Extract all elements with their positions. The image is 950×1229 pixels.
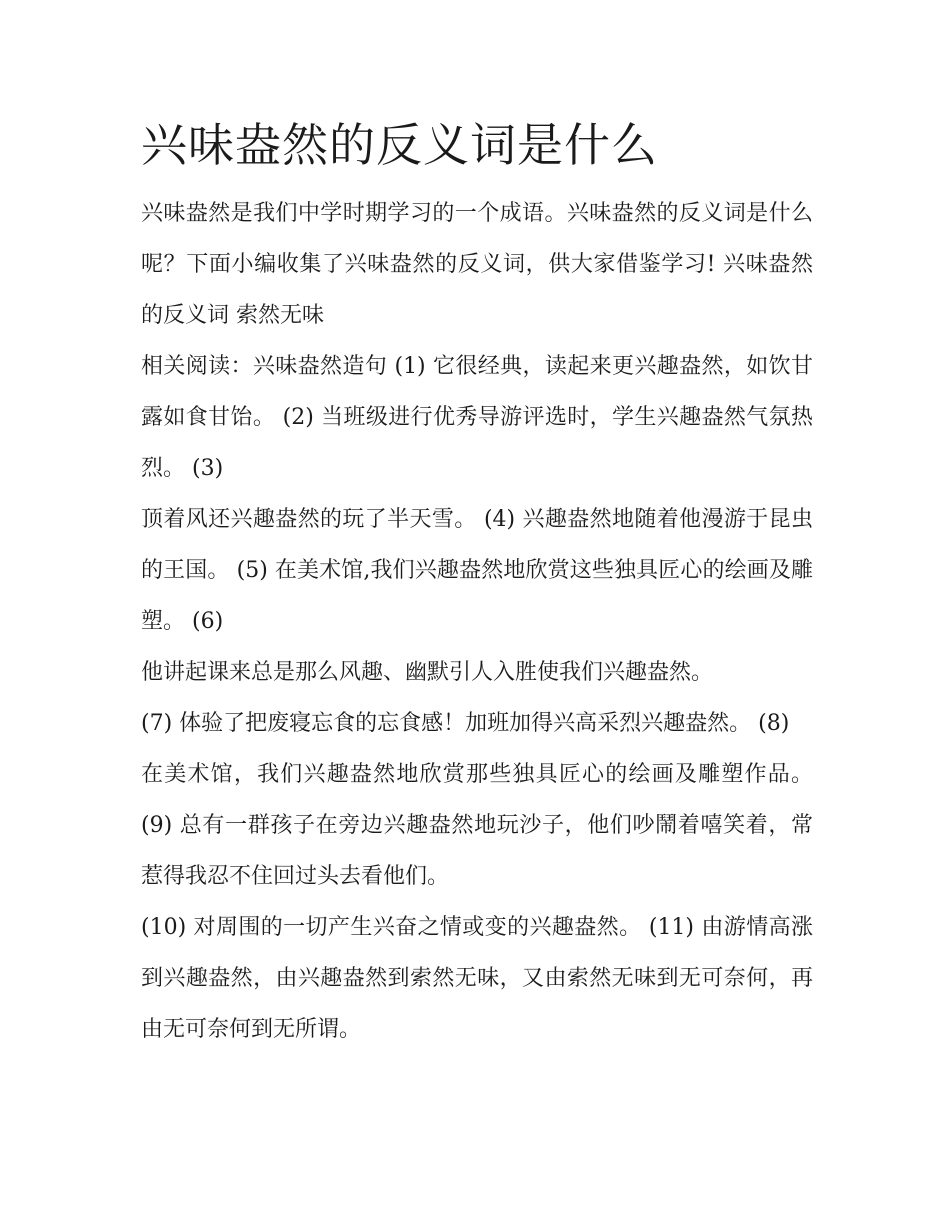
document-page xyxy=(141,112,813,1055)
paragraph-examples-8-9: 在美术馆，我们兴趣盎然地欣赏那些独具匠心的绘画及雕塑作品。 (9) 总有一群孩子在旁边兴趣盎然地玩沙子，他们吵鬧着嘻笑着，常惹得我忍不住回过头去看他们。 xyxy=(141,762,813,889)
paragraph-example-6: 他讲起课来总是那么风趣、幽默引人入胜使我们兴趣盎然。 xyxy=(141,660,714,685)
document-title: 兴味盎然的反义词是什么 xyxy=(141,118,658,172)
paragraph-related-reading: 相关阅读：兴味盎然造句 (1) 它很经典，读起来更兴趣盎然，如饮甘露如食甘饴。 (2) 当班级进行优秀导游评选时，学生兴趣盎然气氛热烈。 (3) xyxy=(141,354,813,481)
paragraph-examples-7-8: (7) 体验了把废寝忘食的忘食感！加班加得兴高采烈兴趣盎然。 (8) xyxy=(141,711,790,736)
paragraph-intro: 兴味盎然是我们中学时期学习的一个成语。兴味盎然的反义词是什么呢？下面小编收集了兴味盎然的反义词，供大家借鉴学习! 兴味盎然的反义词 索然无味 xyxy=(141,201,813,328)
paragraph-examples-3-6: 顶着风还兴趣盎然的玩了半天雪。 (4) 兴趣盎然地随着他漫游于昆虫的王国。 (5) 在美术馆,我们兴趣盎然地欣赏这些独具匠心的绘画及雕塑。 (6) xyxy=(141,507,813,634)
paragraph-examples-10-11: (10) 对周围的一切产生兴奋之情或变的兴趣盎然。 (11) 由游情高涨到兴趣盎然，由兴趣盎然到索然无味，又由索然无味到无可奈何，再由无可奈何到无所谓。 xyxy=(141,915,813,1042)
